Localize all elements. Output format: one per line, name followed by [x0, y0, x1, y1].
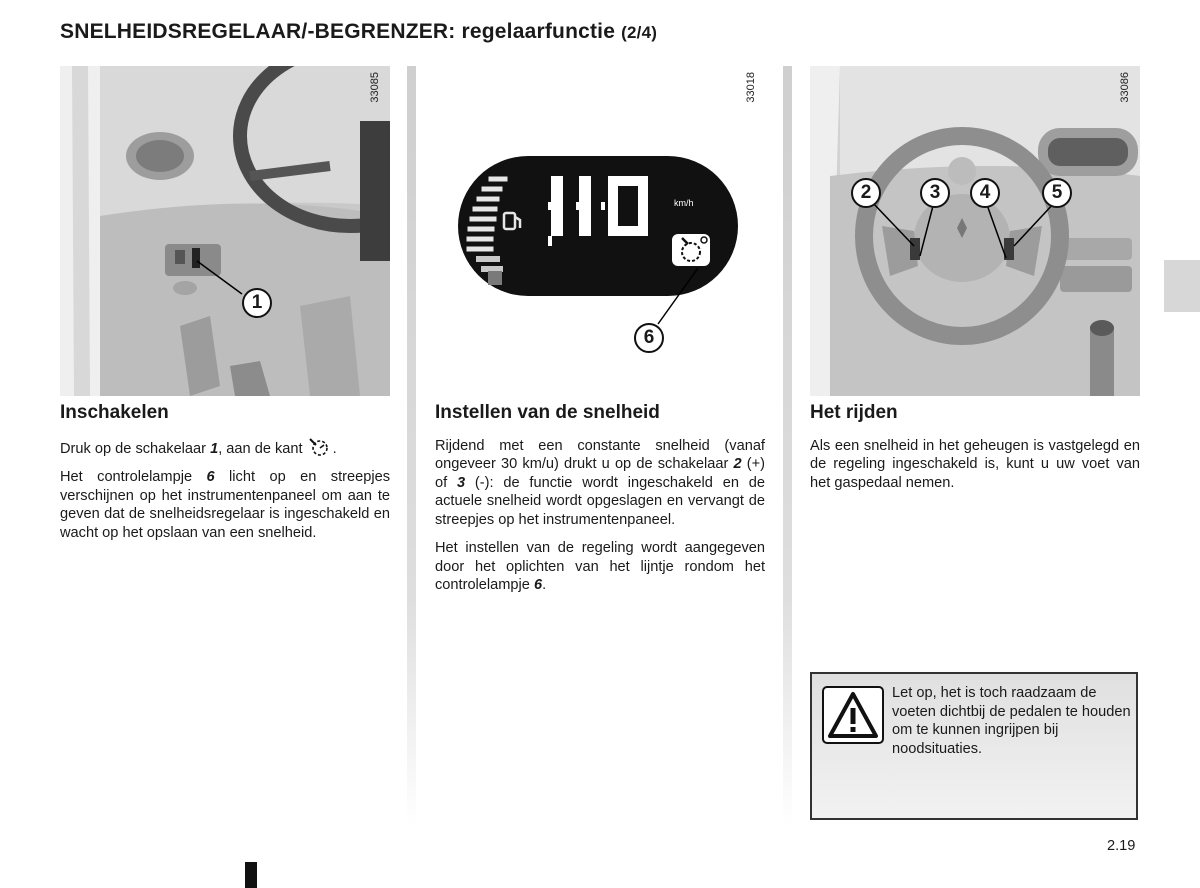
section-instellen: [435, 404, 765, 605]
callout-3: 3: [920, 178, 950, 208]
figure-instrument-display: [436, 66, 766, 396]
callout-2: 2: [851, 178, 881, 208]
figure-switch-location: [60, 66, 390, 396]
warning-icon: [822, 686, 884, 744]
callout-6: 6: [634, 323, 664, 353]
figure-code: 33086: [1119, 72, 1131, 103]
callout-5: 5: [1042, 178, 1072, 208]
section-rijden: [810, 404, 1140, 502]
cruise-control-icon: [307, 437, 333, 457]
paragraph: Als een snelheid in het geheugen is vastgelegd en de regeling ingeschakeld is, kunt u uw voet van het gaspedaal nemen.: [810, 437, 1140, 491]
callout-1: 1: [242, 288, 272, 318]
page-number: 2.19: [1107, 838, 1136, 854]
page-title: [60, 20, 657, 44]
callout-4: 4: [970, 178, 1000, 208]
section-inschakelen: [60, 404, 390, 552]
binding-mark: [245, 862, 257, 888]
warning-text: Let op, het is toch raadzaam de voeten dichtbij de pedalen te houden om te kunnen ingrijpen bij noodsituaties.: [892, 685, 1131, 757]
figure-code: 33018: [745, 72, 757, 103]
speed-unit: km/h: [674, 198, 694, 208]
section-heading: Instellen van de snelheid: [435, 402, 660, 423]
figure-code: 33085: [369, 72, 381, 103]
section-heading: Inschakelen: [60, 402, 169, 423]
column-separator: [783, 66, 792, 826]
paragraph: Het controlelampje 6 licht op en streepjes verschijnen op het instrumentenpaneel om aan te geven dat de snelheidsregelaar is ingeschakeld en wacht op het opslaan van een snelheid.: [60, 469, 390, 541]
paragraph: Druk op de schakelaar 1, aan de kant .: [60, 437, 390, 459]
section-heading: Het rijden: [810, 402, 898, 423]
paragraph: Rijdend met een constante snelheid (vanaf ongeveer 30 km/u) drukt u op de schakelaar 2 (+) of 3 (-): de functie wordt ingeschakeld en de actuele snelheid wordt opgeslagen en vervangt de streepjes op het instrumentenpaneel.: [435, 437, 766, 528]
column-separator: [407, 66, 416, 826]
chapter-tab: [1164, 260, 1200, 312]
title-suffix: (2/4): [621, 23, 658, 42]
title-text: SNELHEIDSREGELAAR/-BEGRENZER: regelaarfunctie: [60, 20, 616, 43]
paragraph: Het instellen van de regeling wordt aangegeven door het oplichten van het lijntje rondom het controlelampje 6.: [435, 540, 765, 593]
warning-box: [810, 672, 1138, 820]
figure-steering-wheel: [810, 66, 1140, 396]
